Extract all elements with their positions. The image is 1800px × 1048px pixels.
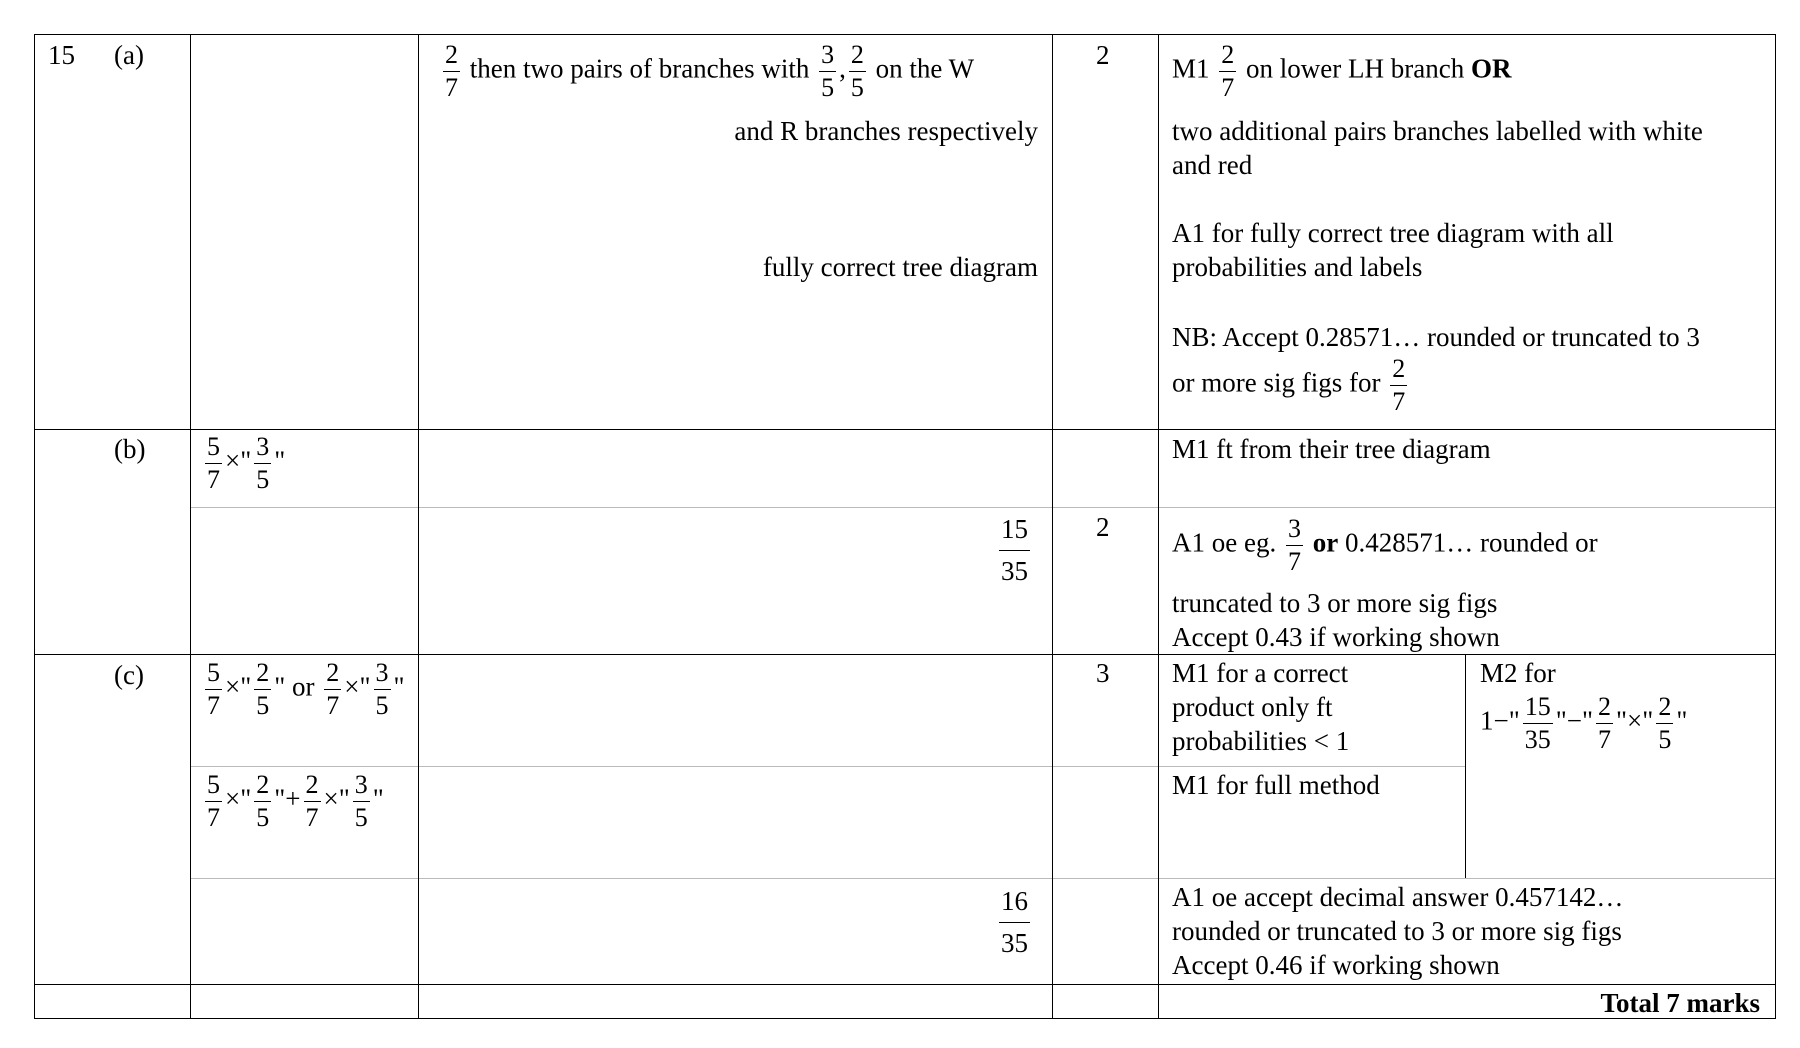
fraction: $\frac{2}{7}$	[1392, 354, 1406, 416]
answer-c	[996, 884, 1033, 961]
part-label-b: (b)	[114, 434, 146, 464]
fraction: $\frac{15}{35}$	[1524, 692, 1551, 754]
answer-a-line3: fully correct tree diagram	[762, 252, 1038, 282]
notes-c-a1-line2: rounded or truncated to 3 or more sig figs	[1172, 916, 1622, 946]
fraction: $\frac{5}{7}$	[207, 432, 220, 494]
row-divider-ab	[34, 429, 1776, 430]
notes-a-line2: two additional pairs branches labelled with white	[1172, 116, 1703, 146]
fraction: $\frac{3}{5}$	[375, 658, 389, 720]
table-border-top	[34, 34, 1776, 35]
notes-a-line3: and red	[1172, 150, 1253, 180]
part-label-a: (a)	[114, 40, 144, 70]
fraction: $\frac{5}{7}$	[207, 658, 220, 720]
notes-b-m1: M1 ft from their tree diagram	[1172, 434, 1491, 464]
mark-b: 2	[1096, 512, 1110, 542]
notes-c-m1b: M1 for full method	[1172, 770, 1380, 800]
notes-c-a1-line3: Accept 0.46 if working shown	[1172, 950, 1500, 980]
notes-c-m2-title: M2 for	[1480, 658, 1556, 688]
fraction: $\frac{2}{7}$	[305, 770, 319, 832]
table-border-bottom	[34, 1018, 1776, 1019]
col-divider-working	[190, 34, 191, 1019]
notes-b-a1-line2: truncated to 3 or more sig figs	[1172, 588, 1498, 618]
notes-c-m1a-line1: M1 for a correct	[1172, 658, 1349, 688]
fraction: $\frac{3}{5}$	[354, 770, 368, 832]
working-b: $\frac{5}{7}$ ×" $\frac{3}{5}$ "	[207, 432, 286, 494]
answer-a-line2: and R branches respectively	[734, 116, 1038, 146]
fraction: $\frac{2}{5}$	[850, 40, 864, 102]
col-divider-notes	[1158, 34, 1159, 1019]
notes-a-a1-line2: probabilities and labels	[1172, 252, 1423, 282]
working-c2: $\frac{5}{7}$ ×" $\frac{2}{5}$ "+ $\frac{2}{7}$ ×" $\frac{3}{5}$ "	[207, 770, 384, 832]
notes-a-m1: M1 $\frac{2}{7}$ on lower LH branch OR	[1172, 40, 1512, 102]
notes-c-m2-expr: 1−" $\frac{15}{35}$ "−" $\frac{2}{7}$ "×" $\frac{2}{5}$ "	[1480, 692, 1688, 754]
fraction: $\frac{3}{5}$	[256, 432, 270, 494]
row-divider-bc	[34, 654, 1776, 655]
notes-c-a1-line1: A1 oe accept decimal answer 0.457142…	[1172, 882, 1624, 912]
fraction: $\frac{2}{7}$	[445, 40, 458, 102]
col-divider-answer	[418, 34, 419, 1019]
part-label-c: (c)	[114, 660, 144, 690]
fraction: $\frac{2}{7}$	[1221, 40, 1235, 102]
answer-a-line1: $\frac{2}{7}$ then two pairs of branches with $\frac{3}{5}$ , $\frac{2}{5}$ on the W	[445, 40, 975, 102]
subrow-divider-c2	[190, 878, 1776, 879]
fraction: $\frac{3}{7}$	[1287, 514, 1301, 576]
mark-c: 3	[1096, 658, 1110, 688]
table-border-left	[34, 34, 35, 1019]
subrow-divider-c1	[190, 766, 1466, 767]
fraction: $\frac{2}{7}$	[326, 658, 340, 720]
fraction: $\frac{2}{7}$	[1598, 692, 1612, 754]
subrow-divider-b	[190, 507, 1776, 508]
notes-c-m1a-line3: probabilities < 1	[1172, 726, 1350, 756]
notes-b-a1-line1: A1 oe eg. $\frac{3}{7}$ or 0.428571… rounded or	[1172, 514, 1598, 576]
notes-a-a1-line1: A1 for fully correct tree diagram with all	[1172, 218, 1614, 248]
fraction: $\frac{2}{5}$	[256, 658, 270, 720]
fraction: $\frac{2}{5}$	[256, 770, 270, 832]
notes-b-a1-line3: Accept 0.43 if working shown	[1172, 622, 1500, 652]
table-border-right	[1775, 34, 1776, 1019]
fraction: $\frac{15}{35}$	[1001, 514, 1028, 587]
fraction: $\frac{5}{7}$	[207, 770, 220, 832]
question-number: 15	[48, 40, 75, 70]
fraction: $\frac{3}{5}$	[821, 40, 835, 102]
total-marks: Total 7 marks	[1600, 988, 1760, 1018]
notes-c-m1a-line2: product only ft	[1172, 692, 1333, 722]
fraction: $\frac{16}{35}$	[1001, 886, 1028, 959]
working-c1: $\frac{5}{7}$ ×" $\frac{2}{5}$ " or $\frac{2}{7}$ ×" $\frac{3}{5}$ "	[207, 658, 405, 720]
fraction: $\frac{2}{5}$	[1658, 692, 1672, 754]
notes-a-nb-line2: or more sig figs for $\frac{2}{7}$	[1172, 354, 1406, 416]
notes-a-nb-line1: NB: Accept 0.28571… rounded or truncated to 3	[1172, 322, 1700, 352]
answer-b	[996, 512, 1033, 589]
col-divider-mark	[1052, 34, 1053, 1019]
row-divider-total	[34, 984, 1776, 985]
notes-split-c	[1465, 654, 1466, 878]
mark-a: 2	[1096, 40, 1110, 70]
